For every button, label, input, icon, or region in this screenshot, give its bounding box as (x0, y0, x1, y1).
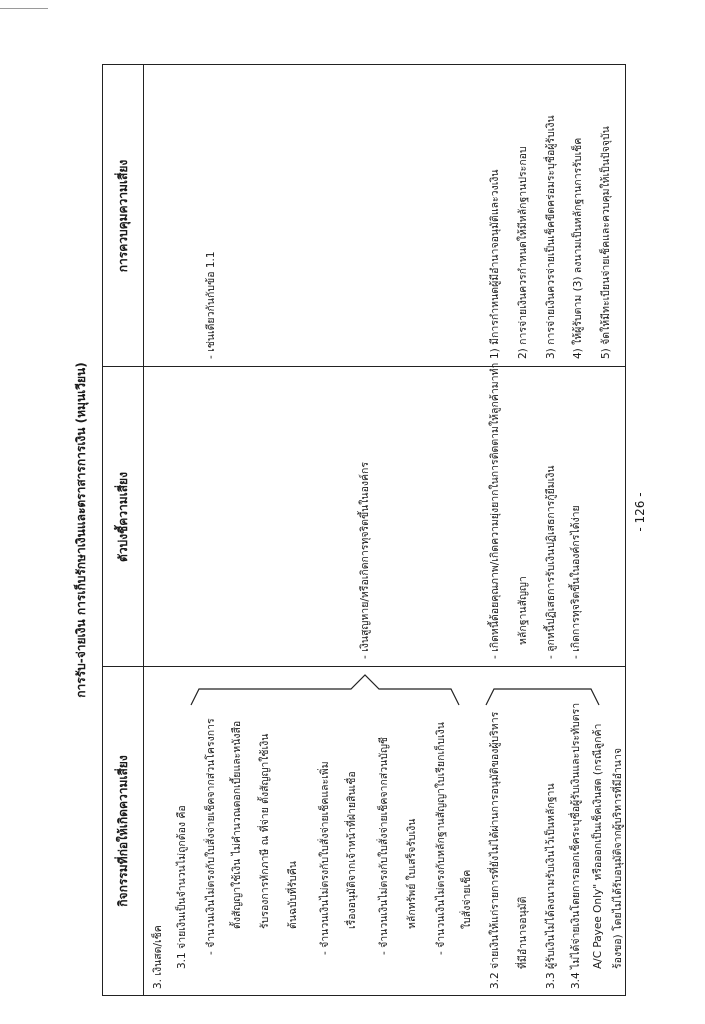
indicator-line: - เกิดหนี้ด้อยคุณภาพ/เกิดความยุ่งยากในการติดตามให้ลูกค้ามาทำ (489, 362, 501, 659)
risk-control-table (102, 64, 626, 996)
header-activity: กิจกรรมที่ก่อให้เกิดความเสี่ยง (103, 667, 144, 995)
header-control: การควบคุมความเสี่ยง (103, 65, 144, 367)
activity-line: A/C Payee Only" หรือออกเป็นเช็คเงินสด (กรณีลูกค้า (592, 723, 604, 969)
page-number: - 126 - (633, 492, 647, 532)
rotated-page (68, 64, 628, 996)
control-line: - เช่นเดียวกันกับข้อ 1.1 (205, 251, 217, 359)
activity-line: 3.4 ไม่ได้จ่ายเงินโดยการออกเช็คระบุชื่อผู้รับเงินและประทับตรา (570, 702, 582, 989)
control-line: 2) การจ่ายเงินควรกำหนดให้มีหลักฐานประกอบ (517, 146, 529, 359)
column-divider-2 (103, 366, 625, 367)
control-line: 3) การจ่ายเงินควรจ่ายเป็นเช็คขีดคร่อมระบุชื่อผู้รับเงิน (545, 115, 557, 359)
activity-line: ตั้งสัญญาใช้เงิน ไม่คำนวณดอกเบี้ยและหนังสือ (231, 720, 243, 929)
activity-line: 3.2 จ่ายเงินให้แก่รายการที่ยังไม่ได้ผ่านการอนุมัติของผู้บริหาร (489, 711, 501, 989)
activity-line: - จำนวนเงินไม่ตรงกับหลักฐานสัญญาใบเรียกเก็บเงิน (435, 722, 447, 955)
activity-line: ต้นฉบับที่รับคืน (287, 861, 299, 929)
control-line: 1) มีการกำหนดผู้มีอำนาจอนุมัติและวงเงิน (489, 169, 501, 359)
activity-line: เรื่องอนุมัติจากเจ้าหน้าที่ฝ่ายสินเชื่อ (346, 771, 358, 929)
activity-line: 3.1 จ่ายเงินเป็นจำนวนไม่ถูกต้อง คือ (176, 805, 188, 969)
activity-line: ร้องขอ) โดยไม่ได้รับอนุมัติจากผู้บริหารที่มีอำนาจ (612, 747, 624, 969)
activity-line: หลักทรัพย์ ใบเสร็จรับเงิน (406, 818, 418, 929)
activity-line: ที่มีอำนาจอนุมัติ (517, 896, 529, 969)
activity-line: 3. เงินสด/เช็ค (152, 925, 164, 989)
page-title: การรับ-จ่ายเงิน การเก็บรักษาเงินและตราสารการเงิน (หมุนเวียน) (74, 362, 88, 698)
activity-line: - จำนวนเงินไม่ตรงกับใบสั่งจ่ายเช็คและเพิ่ม (319, 761, 331, 955)
activity-line: รับรองการหักภาษี ณ ที่จ่าย ตั้งสัญญาใช้เงิน (259, 733, 271, 929)
activity-line: 3.3 ผู้รับเงินไม่ได้ลงนามรับเงินไว้เป็นหลักฐาน (545, 783, 557, 989)
control-line: 4) ให้ผู้รับตาม (3) ลงนามเป็นหลักฐานการรับเช็ค (572, 137, 584, 359)
indicator-line: - เกิดการทุจริตขึ้นในองค์กรได้ง่าย (570, 505, 582, 659)
control-line: 5) จัดให้มีทะเบียนจ่ายเช็คและควบคุมให้เป็นปัจจุบัน (600, 126, 612, 359)
header-indicator: ตัวบ่งชี้ความเสี่ยง (103, 367, 144, 667)
indicator-line: หลักฐานสัญญา (517, 576, 529, 645)
scan-edge-mark (0, 8, 48, 9)
indicator-line: - ลูกหนี้ปฏิเสธการรับเงินปฏิเสธการกู้ยืมเงิน (545, 465, 557, 659)
indicator-line: - เงินสูญหาย/หรือเกิดการทุจริตขึ้นในองค์กร (359, 461, 371, 659)
activity-line: - จำนวนเงินไม่ตรงกับใบสั่งจ่ายเช็คจากส่วนบัญชี (378, 736, 390, 955)
activity-line: - จำนวนเงินไม่ตรงกับใบสั่งจ่ายเช็คจากส่วนโครงการ (205, 718, 217, 955)
activity-line: ใบสั่งจ่ายเช็ค (461, 869, 473, 929)
